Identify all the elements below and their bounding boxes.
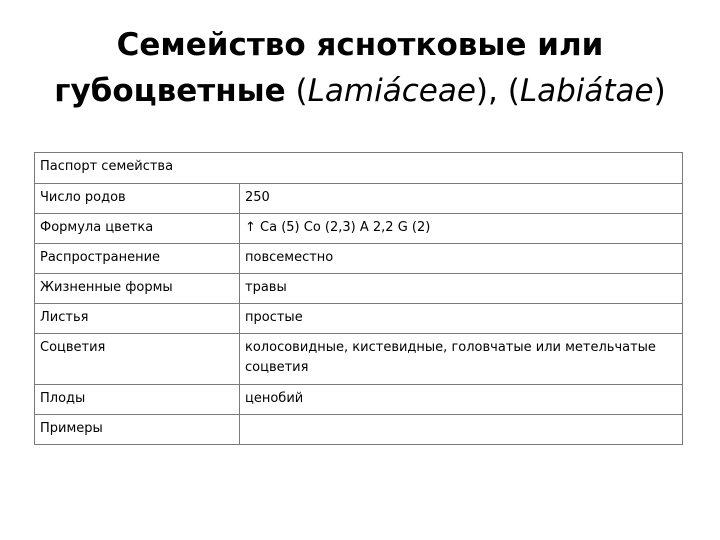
- row-value: простые: [240, 304, 683, 334]
- row-label: Жизненные формы: [35, 274, 240, 304]
- table-row: [35, 334, 683, 385]
- table-row: [35, 304, 683, 334]
- table-row: [35, 274, 683, 304]
- row-value: [240, 415, 683, 445]
- row-label: Листья: [35, 304, 240, 334]
- table-row: [35, 184, 683, 214]
- title-line-1: [0, 22, 720, 68]
- row-label: Плоды: [35, 385, 240, 415]
- row-label: Формула цветка: [35, 214, 240, 244]
- row-label: Соцветия: [35, 334, 240, 385]
- row-value: травы: [240, 274, 683, 304]
- title-family-name: губоцветные: [54, 73, 286, 109]
- family-passport-table: [34, 152, 683, 445]
- slide-title: [0, 22, 720, 114]
- title-separator: ), (: [475, 73, 520, 109]
- table-row: [35, 244, 683, 274]
- table-row: [35, 214, 683, 244]
- table-row: [35, 385, 683, 415]
- title-paren-open: (: [285, 73, 308, 109]
- row-value: 250: [240, 184, 683, 214]
- row-value: ↑ Ca (5) Co (2,3) A 2,2 G (2): [240, 214, 683, 244]
- title-paren-close: ): [653, 73, 666, 109]
- title-latin-name-2: Labiátae: [519, 73, 654, 109]
- title-latin-name-1: Lamiáceae: [307, 73, 476, 109]
- row-label: Распространение: [35, 244, 240, 274]
- table-header-cell: Паспорт семейства: [35, 153, 683, 184]
- row-label: Примеры: [35, 415, 240, 445]
- row-label: Число родов: [35, 184, 240, 214]
- row-value: колосовидные, кистевидные, головчатые или метельчатые соцветия: [240, 334, 683, 385]
- table-row: [35, 415, 683, 445]
- table-header-row: [35, 153, 683, 184]
- row-value: ценобий: [240, 385, 683, 415]
- title-line-2: [0, 68, 720, 114]
- title-text-line1: Семейство яснотковые или: [116, 27, 604, 63]
- row-value: повсеместно: [240, 244, 683, 274]
